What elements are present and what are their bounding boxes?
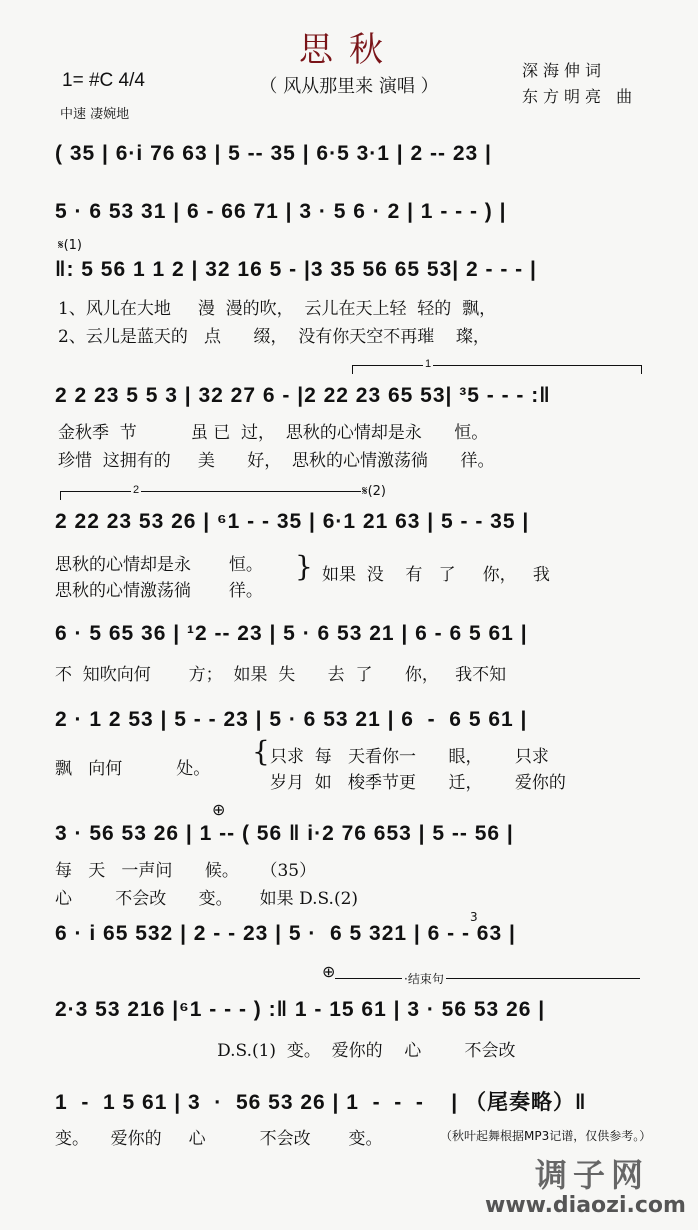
lyric-line-10: D.S.(1) 变。 爱你的 心 不会改: [55, 1041, 516, 1061]
notation-line-8: 3 · 56 53 26 | 1 -- ( 56 ‖ i·2 76 653 | 5 -- 56 |: [55, 822, 514, 845]
lyric-line-8a: 每 天 一声问 候。 （35）: [55, 861, 317, 881]
lyric-line-4b: 珍惜 这拥有的 美 好， 思秋的心情激荡徜 徉。: [58, 451, 495, 471]
lyric-line-6: 不 知吹向何 方； 如果 失 去 了 你， 我不知: [55, 665, 507, 685]
segno-mark-1: 𝄋(1): [58, 238, 83, 253]
coda-icon: ⊕: [212, 800, 226, 819]
lyric-line-7a: 飘 向何 处。: [55, 759, 211, 779]
lyric-line-3a: 1、风儿在大地 漫 漫的吹， 云儿在天上轻 轻的 飘，: [58, 299, 497, 319]
notation-line-5: 2 22 23 53 26 | ⁶1 - - 35 | 6·1 21 63 | 5 - - 35 |: [55, 510, 530, 533]
coda-icon-2: ⊕: [322, 962, 336, 981]
lyric-line-5b: 思秋的心情激荡徜 徉。: [55, 581, 263, 601]
song-title: 思秋: [299, 30, 399, 70]
credits: [522, 58, 637, 110]
brace: }: [295, 550, 313, 583]
notation-line-1: ( 35 | 6·i 76 63 | 5 -- 35 | 6·5 3·1 | 2 -- 23 |: [55, 142, 492, 165]
lyric-line-7c: 岁月 如 梭季节更 迁， 爱你的: [270, 773, 566, 793]
notation-line-7: 2 · 1 2 53 | 5 - - 23 | 5 · 6 53 21 | 6 - 6 5 61 |: [55, 708, 528, 731]
notation-line-4: 2 2 23 5 5 3 | 32 27 6 - |2 22 23 65 53| ³5 - - - :‖: [55, 384, 551, 407]
notation-line-6: 6 · 5 65 36 | ¹2 -- 23 | 5 · 6 53 21 | 6 - 6 5 61 |: [55, 622, 528, 645]
coda-line: [335, 978, 640, 979]
volta-bracket-2: 2: [60, 491, 361, 500]
lyric-line-3b: 2、云儿是蓝天的 点 缀， 没有你天空不再璀 璨，: [58, 327, 490, 347]
notation-line-9: 6 · i 65 532 | 2 - - 23 | 5 · 6 5 321 | 6 - - 63 |: [55, 922, 516, 945]
lyric-line-11: 变。 爱你的 心 不会改 变。: [55, 1129, 383, 1149]
lyric-line-4a: 金秋季 节 虽 已 过， 思秋的心情却是永 恒。: [58, 423, 489, 443]
lyric-line-8b: 心 不会改 变。 如果 D.S.(2): [55, 889, 359, 909]
tempo-marking: 中速 凄婉地: [60, 107, 130, 122]
lyric-line-5c: 如果 没 有 了 你， 我: [322, 565, 550, 585]
transcription-note: （秋叶起舞根据MP3记谱，仅供参考。）: [440, 1129, 652, 1143]
lyric-line-7b: 只求 每 天看你一 眼， 只求: [270, 747, 549, 767]
coda-label: ·结束句: [404, 972, 444, 986]
composer: 东方明亮 曲: [522, 87, 638, 106]
notation-line-11: 1 - 1 5 61 | 3 · 56 53 26 | 1 - - - | （尾奏略）‖: [55, 1091, 587, 1114]
segno-mark-2: 𝄋(2): [362, 484, 387, 499]
notation-line-3: ‖: 5 56 1 1 2 | 32 16 5 - |3 35 56 65 53| 2 - - - |: [55, 258, 537, 281]
lyricist: 深海伸词: [522, 61, 607, 80]
notation-line-10: 2·3 53 216 |⁶1 - - - ) :‖ 1 - 15 61 | 3 · 56 53 26 |: [55, 998, 546, 1021]
lyric-line-5a: 思秋的心情却是永 恒。: [55, 555, 263, 575]
singer-credit: （ 风从那里来 演唱 ）: [259, 76, 439, 97]
notation-line-2: 5 · 6 53 31 | 6 - 66 71 | 3 · 5 6 · 2 | 1 - - - ) |: [55, 200, 507, 223]
watermark-url: www.diaozi.com: [485, 1193, 686, 1218]
triplet-mark: 3: [470, 910, 478, 924]
volta-bracket-1: 1: [352, 365, 642, 374]
key-signature: 1= #C 4/4: [62, 70, 145, 91]
watermark-name: 调子网: [535, 1156, 650, 1194]
brace-left: {: [252, 735, 270, 768]
